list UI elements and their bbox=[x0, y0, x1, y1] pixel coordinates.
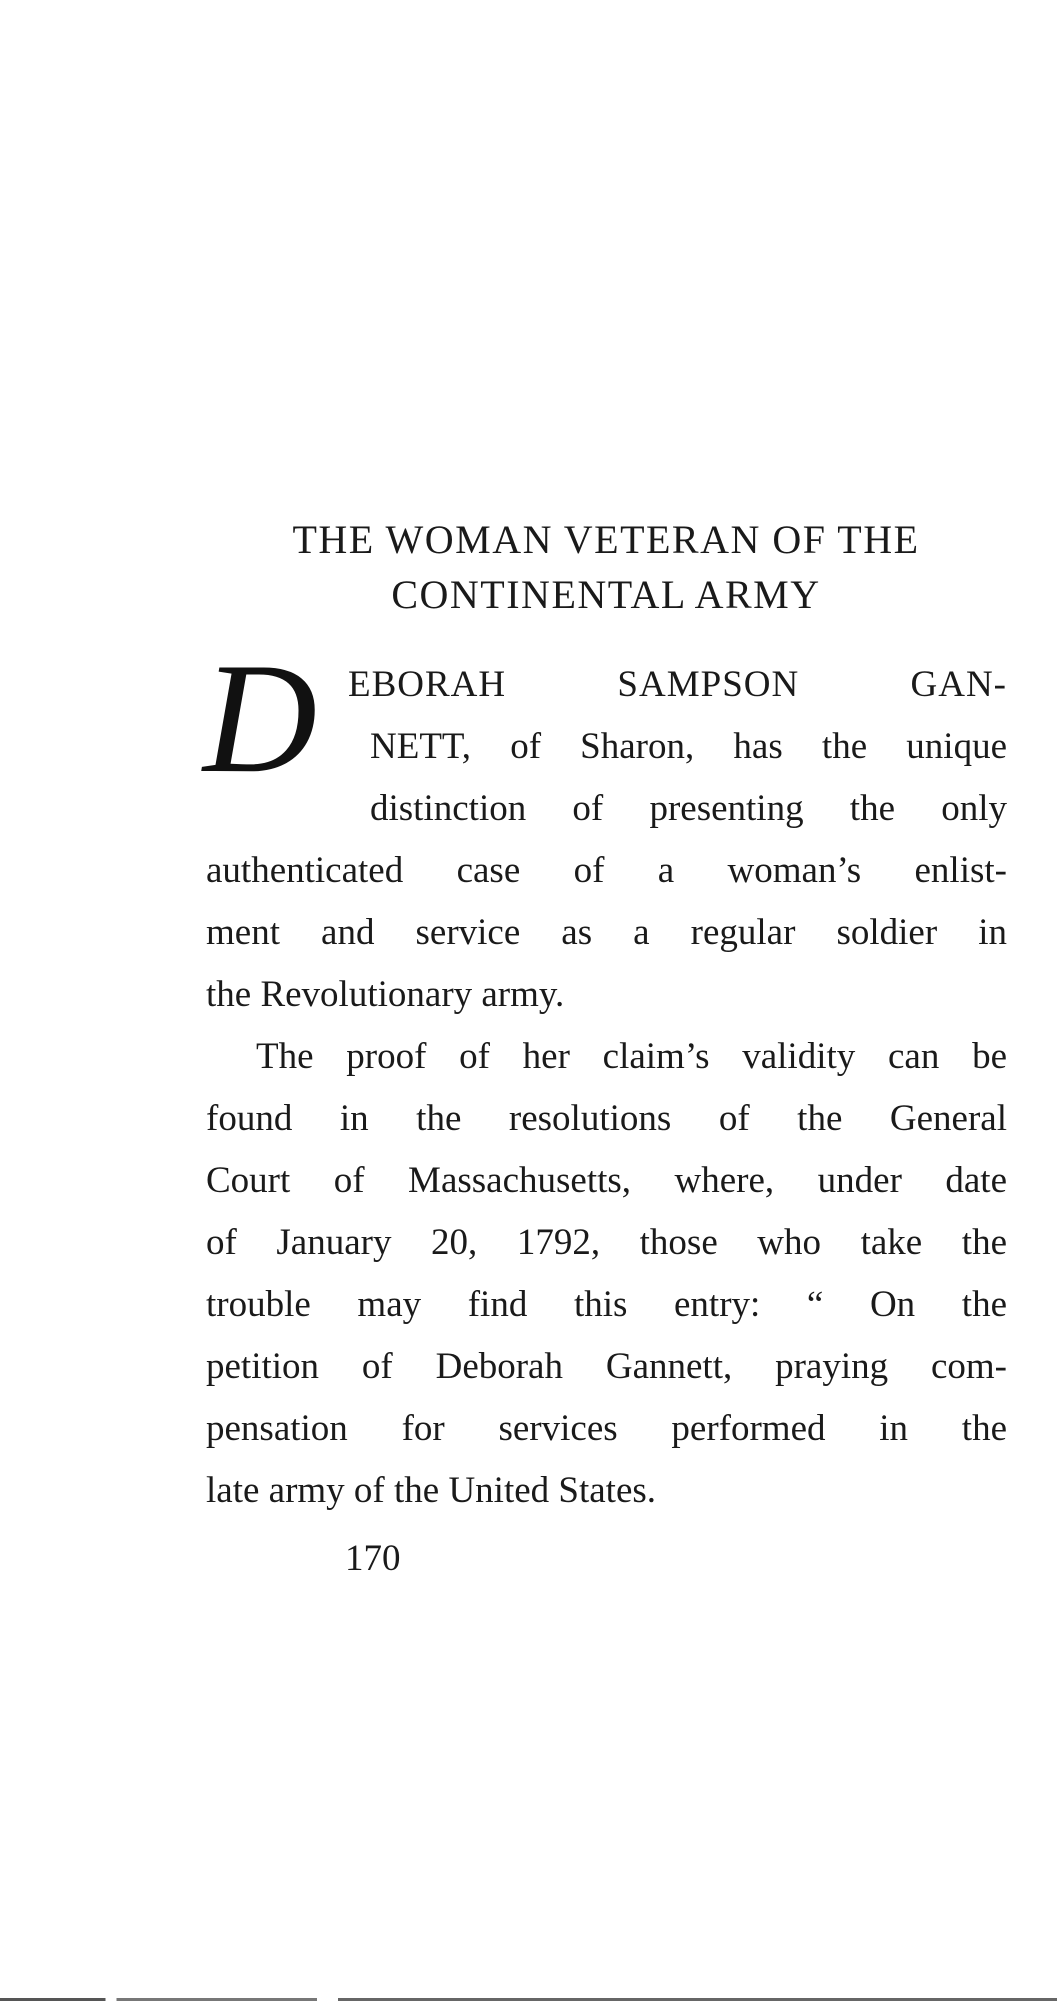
paragraph-2-line: petition of Deborah Gannett, praying com- bbox=[206, 1346, 1007, 1387]
paragraph-1-line: ment and service as a regular soldier in bbox=[206, 912, 1007, 953]
paragraph-1-line: authenticated case of a woman’s enlist- bbox=[206, 850, 1007, 891]
paragraph-2-line: trouble may find this entry: “ On the bbox=[206, 1284, 1007, 1325]
paragraph-2-line: The proof of her claim’s validity can be bbox=[256, 1036, 1007, 1077]
chapter-title-line-2: CONTINENTAL ARMY bbox=[391, 572, 821, 617]
paragraph-2-line: found in the resolutions of the General bbox=[206, 1098, 1007, 1139]
paragraph-1-line: EBORAH SAMPSON GAN- bbox=[348, 664, 1007, 705]
paragraph-1-line: distinction of presenting the only bbox=[370, 788, 1007, 829]
drop-cap: D bbox=[203, 631, 318, 806]
paragraph-1-line: the Revolutionary army. bbox=[206, 974, 565, 1015]
paragraph-2-line: pensation for services performed in the bbox=[206, 1408, 1007, 1449]
paragraph-2-line: Court of Massachusetts, where, under date bbox=[206, 1160, 1007, 1201]
paragraph-1-line: NETT, of Sharon, has the unique bbox=[370, 726, 1007, 767]
paragraph-2-line: late army of the United States. bbox=[206, 1470, 657, 1511]
paragraph-2-line: of January 20, 1792, those who take the bbox=[206, 1222, 1007, 1263]
chapter-title-line-1: THE WOMAN VETERAN OF THE bbox=[292, 517, 920, 562]
page-number: 170 bbox=[345, 1538, 401, 1579]
